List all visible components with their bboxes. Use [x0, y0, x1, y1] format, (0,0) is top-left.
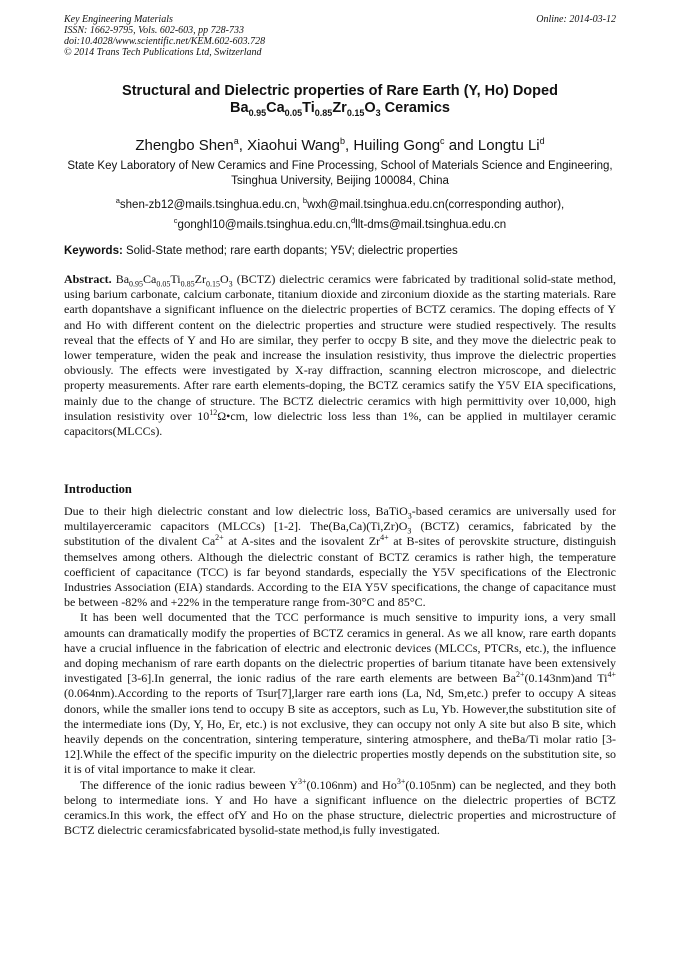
- author-name: Xiaohui Wang: [247, 137, 340, 154]
- author-name: Longtu Li: [477, 137, 540, 154]
- title-line-2: $Ba_{0.95}Ca_{0.05}Ti_{0.85}Zr_{0.15}O_3$ Ceramics: [230, 100, 450, 118]
- paragraph: It has been well documented that the TCC performance is much sensitive to impurity ions, a very small amounts can dramatically modify the properties of BCTZ ceramics in general. As we all know, rare earth dopants have a crucial influence in the fabrication of electric and electronic devices (MLCCs, PTCRs, etc.), the influence and doping mechanism of rare earth dopants on the dielectric properties of barium titanate have been extensively investigated [3-6].In generral, the ionic radius of the rare earth elements are between $Ba^{2+}(0.143nm)and$ $Ti^{4+}(0.064nm).According$ to the reports of Tsur[7],larger rare earth ions (La, Nd, Sm,etc.) prefer to occupy A siteas donors, while the smaller ions tend to occupy B site as acceptors, such as Lu, Yb. However,the substitution site of the intermediate ions (Dy, Y, Ho, Er, etc.) is not exclusive, they can occupy not only A site but also B site, which heavily depends on the concentration, sintering temperature, sintering atmosphere, and theBa/Ti molar ratio [3-12].While the effect of the specific impurity on the dielectric properties mostly depends on the substitution site, so it is of vital importance to make it clear.: [64, 610, 616, 777]
- keywords: [64, 244, 616, 258]
- abstract-text: (BCTZ) dielectric ceramics were fabricated by traditional solid-state method, using barium carbonate, calcium carbonate, titanium dioxide and zirconium dioxide as the starting materials. Rare earth dopantshave a significant influence on the dielectric properties of BCTZ ceramics. The doping effects of Y and Ho with different content on the dielectric properties and structure were studied respectively. The results reveal that the effects of Y and Ho are similar, they perfer to occpy B site, and they move the dielectric peak to lower temperature, widen the peak and increase the insulation resistivity, thus improve the dielectric properties obviously. The effects were investigated by X-ray diffraction, scanning electron microscope, and dielectric property measurements. After rare earth elements-doping, the BCTZ ceramics satify the Y5V EIA specifications, mainly due to the change of structure. The BCTZ dielectric ceramics with high permittivity over 10,000, high insulation resistivity over 10: [64, 272, 616, 423]
- email-link[interactable]: shen-zb12@mails.tsinghua.edu.cn,: [119, 198, 303, 211]
- journal-name: Key Engineering Materials: [64, 14, 173, 25]
- keywords-text: Solid-State method; rare earth dopants; Y5V; dielectric properties: [122, 245, 458, 257]
- author-emails: $^a$shen-zb12@mails.tsinghua.edu.cn, $^b$wxh@mail.tsinghua.edu.cn(corresponding author), $^c$gonghl10@mails.tsinghua.edu.cn,$^d$llt-dms@mail.tsinghua.edu.cn: [115, 196, 565, 231]
- doi-line: doi:10.4028/www.scientific.net/KEM.602-603.728: [64, 36, 266, 47]
- section-heading-introduction: Introduction: [64, 482, 132, 496]
- introduction-body: [64, 504, 616, 838]
- title-line-1: Structural and Dielectric properties of Rare Earth (Y, Ho) Doped: [122, 83, 558, 99]
- copyright-line: © 2014 Trans Tech Publications Ltd, Switzerland: [64, 47, 262, 58]
- online-date: Online: 2014-03-12: [536, 14, 616, 25]
- author-list: Zhengbo Shen$^a$, Xiaohui Wang$^b$, Huiling Gong$^c$ and Longtu Li$^d$: [135, 136, 545, 154]
- email-link[interactable]: gonghl10@mails.tsinghua.edu.cn,: [177, 218, 351, 231]
- author-name: Zhengbo Shen: [135, 137, 234, 154]
- author-name: Huiling Gong: [353, 137, 441, 154]
- paragraph: The difference of the ionic radius beween $Y^{3+}(0.106nm)$ and $Ho^{3+}(0.105nm)$ can be neglected, and they both belong to intermediate ions. Y and Ho have a significant influence on the dielectric properties of BCTZ ceramics.In this work, the effect ofY and Ho on the phase structure, dielectric properties and microstructure of BCTZ dielectric ceramicsfabricated bysolid-state method,is fully investigated.: [64, 776, 616, 838]
- paper-title: [64, 83, 616, 122]
- paragraph: Due to their high dielectric constant and low dielectric loss, BaTiO$_3$-based ceramics are universally used for multilayerceramic capacitors (MLCCs) [1-2]. $The(Ba,Ca)(Ti,Zr)O_3$ (BCTZ) ceramics, fabricated by the substitution of the divalent $Ca^{2+}$ at A-sites and the isovalent $Zr^{4+}$ at B-sites of perovskite structure, distinguish themselves among others. Although the dielectric constant of BCTZ ceramics is rather high, the temperature coefficient of capacitance (TCC) is far beyond standards, especially the Y5V specifications of the Electronic Industries Association (EIA) standards. According to the EIA Y5V specifications, the change of capacitance must be between -82% and +22% in the temperature range from-30°C and 85°C.: [64, 504, 617, 610]
- abstract-label: Abstract.: [64, 272, 112, 286]
- abstract: Abstract. $Ba_{0.95}Ca_{0.05}Ti_{0.85}Zr_{0.15}O_3$ (BCTZ) dielectric ceramics were fabricated by traditional solid-state method, using barium carbonate, calcium carbonate, titanium dioxide and zirconium dioxide as the starting materials. Rare earth dopantshave a significant influence on the dielectric properties of BCTZ ceramics. The doping effects of Y and Ho with different content on the dielectric properties and structure were studied respectively. The results reveal that the effects of Y and Ho are similar, they perfer to occpy B site, and they move the dielectric peak to lower temperature, widen the peak and increase the insulation resistivity, thus improve the dielectric properties obviously. The effects were investigated by X-ray diffraction, scanning electron microscope, and dielectric property measurements. After rare earth elements-doping, the BCTZ ceramics satify the Y5V EIA specifications, mainly due to the change of structure. The BCTZ dielectric ceramics with high permittivity over 10,000, high insulation resistivity over $10^{12}\Omega•cm$, low dielectric loss less than 1%, can be applied in multilayer ceramic capacitors(MLCCs).: [64, 272, 616, 439]
- running-header: [64, 14, 616, 58]
- email-link[interactable]: wxh@mail.tsinghua.edu.cn(corresponding author),: [307, 198, 565, 211]
- keywords-label: Keywords:: [64, 245, 123, 257]
- issn-line: ISSN: 1662-9795, Vols. 602-603, pp 728-733: [64, 25, 244, 36]
- affiliation: State Key Laboratory of New Ceramics and Fine Processing, School of Materials Science and Engineering, Tsinghua University, Beijing 100084, China: [67, 160, 613, 187]
- email-link[interactable]: llt-dms@mail.tsinghua.edu.cn: [355, 218, 507, 231]
